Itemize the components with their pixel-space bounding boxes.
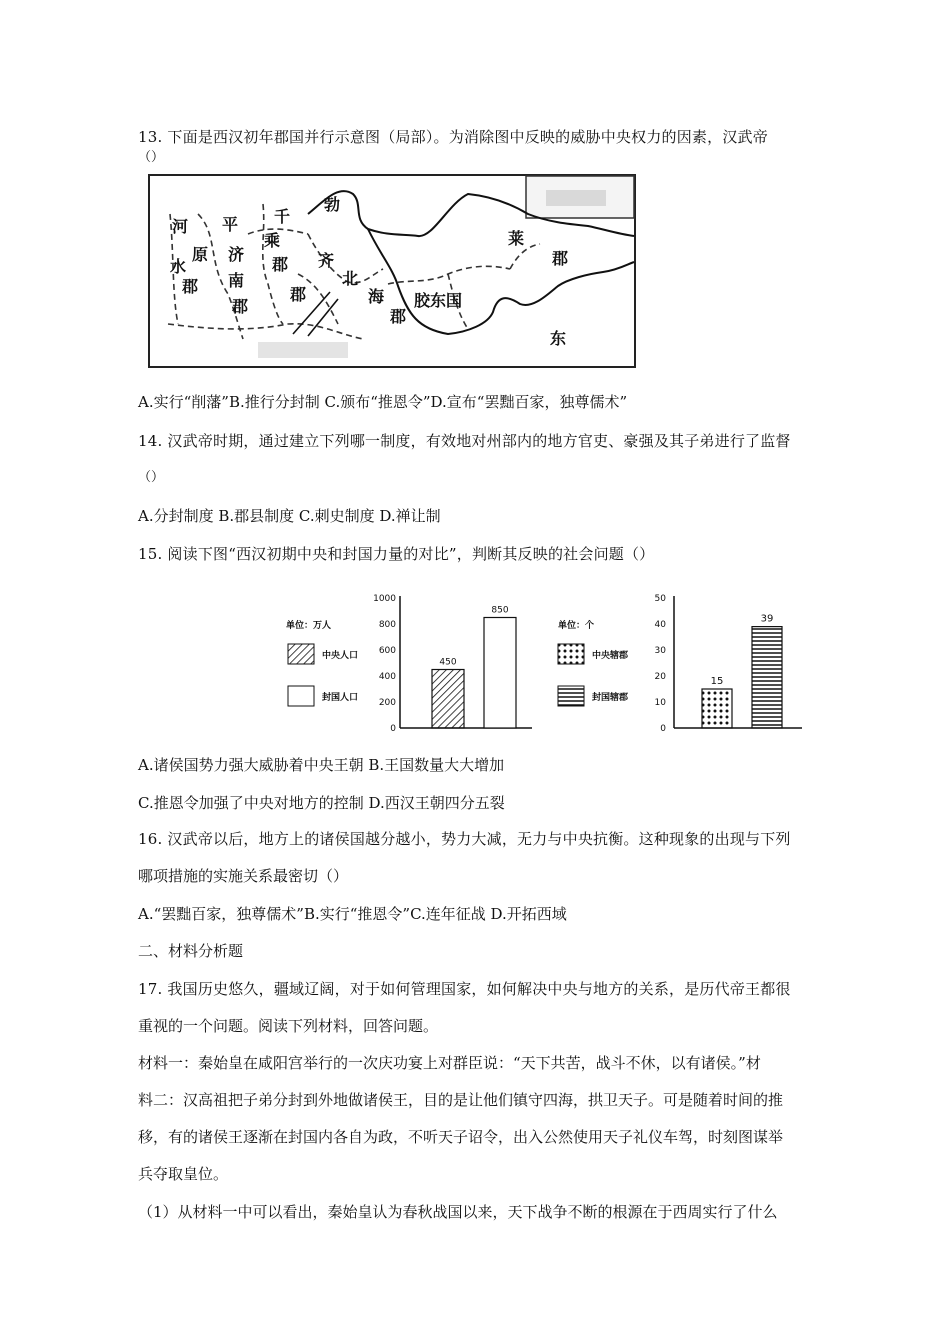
map-label-qian: 千 xyxy=(274,207,291,226)
chart2-ytick: 10 xyxy=(654,698,666,708)
chart1-legend-swatch-1 xyxy=(288,644,314,664)
western-han-map xyxy=(148,174,636,368)
map-label-he: 河 xyxy=(172,217,189,236)
map-label-nan: 南 xyxy=(228,271,245,290)
map-label-jun5: 郡 xyxy=(390,307,407,326)
map-label-jun6: 郡 xyxy=(552,249,569,268)
q16-options: A.“罢黜百家，独尊儒术”B.实行“推恩令”C.连年征战 D.开拓西域 xyxy=(138,905,567,923)
map-scale-blur xyxy=(258,342,348,358)
q15-text: 15. 阅读下图“西汉初期中央和封国力量的对比”，判断其反映的社会问题（） xyxy=(138,545,655,563)
map-label-bo: 勃 xyxy=(324,195,341,214)
map-label-jun4: 郡 xyxy=(290,285,307,304)
chart1-bar-fief-population xyxy=(484,618,516,729)
q14-options: A.分封制度 B.郡县制度 C.刺史制度 D.禅让制 xyxy=(138,507,441,525)
chart1-ytick: 800 xyxy=(378,620,396,630)
q17-line1: 17. 我国历史悠久，疆域辽阔，对于如何管理国家，如何解决中央与地方的关系，是历代帝王都很 xyxy=(138,980,791,998)
map-label-cheng: 乘 xyxy=(264,231,281,250)
chart1-ytick: 200 xyxy=(378,698,396,708)
map-label-lai: 莱 xyxy=(508,229,525,248)
chart2-legend-swatch-2 xyxy=(558,686,584,706)
q14-paren: （） xyxy=(138,470,165,485)
chart2-ytick: 50 xyxy=(654,594,666,604)
q13-text: 13. 下面是西汉初年郡国并行示意图（局部）。为消除图中反映的威胁中央权力的因素，汉武帝 xyxy=(138,128,768,146)
q17-line2: 重视的一个问题。阅读下列材料，回答问题。 xyxy=(138,1017,439,1035)
map-label-bei: 北 xyxy=(342,269,359,288)
map-label-dong: 东 xyxy=(550,329,567,348)
q13-paren: （） xyxy=(138,150,165,165)
chart2-unit: 单位：个 xyxy=(558,621,595,631)
q17-material-3: 移，有的诸侯王逐渐在封国内各自为政，不听天子诏令，出入公然使用天子礼仪车驾，时刻图谋举 xyxy=(138,1128,784,1146)
map-label-ji: 济 xyxy=(228,245,245,264)
map-label-jiaodong: 胶东国 xyxy=(414,291,463,310)
map-label-yuan: 原 xyxy=(192,245,209,264)
map-label-ping: 平 xyxy=(222,215,239,234)
q15-options-1: A.诸侯国势力强大威胁着中央王朝 B.王国数量大大增加 xyxy=(138,756,505,774)
map-label-jun1: 郡 xyxy=(182,277,199,296)
q16-line1: 16. 汉武帝以后，地方上的诸侯国越分越小，势力大减，无力与中央抗衡。这种现象的出现与下列 xyxy=(138,830,791,848)
chart1-plot xyxy=(373,594,532,734)
q14-line1: 14. 汉武帝时期，通过建立下列哪一制度，有效地对州部内的地方官吏、豪强及其子弟进行了监督 xyxy=(138,432,791,450)
chart2-ytick: 30 xyxy=(654,646,666,656)
chart2-ytick: 20 xyxy=(654,672,666,682)
chart2-legend-swatch-1 xyxy=(558,644,584,664)
q17-material-1: 材料一：秦始皇在咸阳宫举行的一次庆功宴上对群臣说：“天下共苦，战斗不休，以有诸侯。”材 xyxy=(138,1054,761,1072)
chart1-ytick: 0 xyxy=(390,724,396,734)
chart1-bar-central-population xyxy=(432,670,464,729)
chart2-data-label: 15 xyxy=(710,676,724,687)
chart2-data-label: 39 xyxy=(760,613,774,625)
map-label-hai: 海 xyxy=(368,287,385,306)
section2-title: 二、材料分析题 xyxy=(138,942,244,960)
chart1-unit: 单位：万人 xyxy=(286,621,332,631)
q17-material-4: 兵夺取皇位。 xyxy=(138,1165,229,1183)
map-label-shui: 水 xyxy=(170,257,187,276)
q16-line2: 哪项措施的实施关系最密切（） xyxy=(138,867,349,885)
q15-options-2: C.推恩令加强了中央对地方的控制 D.西汉王朝四分五裂 xyxy=(138,794,505,812)
chart1-legend-1: 中央人口 xyxy=(322,651,359,661)
map-label-jun2: 郡 xyxy=(232,297,249,316)
force-comparison-charts xyxy=(280,588,820,738)
chart1-data-label: 850 xyxy=(491,605,509,616)
chart2-plot xyxy=(655,594,802,734)
chart2-bar-fief-commanderies xyxy=(752,627,782,728)
chart1-legend-swatch-2 xyxy=(288,686,314,706)
chart1-ytick: 400 xyxy=(378,672,396,682)
map-inset-blur xyxy=(546,190,606,206)
chart2-ytick: 0 xyxy=(660,724,666,734)
q17-subquestion-1: （1）从材料一中可以看出，秦始皇认为春秋战国以来，天下战争不断的根源在于西周实行了什么 xyxy=(138,1203,778,1221)
chart2-legend-2: 封国辖郡 xyxy=(592,693,629,703)
map-label-jun3: 郡 xyxy=(272,255,289,274)
map-label-qi: 齐 xyxy=(318,251,335,270)
chart1-ytick: 1000 xyxy=(373,594,396,604)
chart1-data-label: 450 xyxy=(439,657,457,668)
chart2-bar-central-commanderies xyxy=(702,689,732,728)
chart1-ytick: 600 xyxy=(378,646,396,656)
q17-material-2: 料二：汉高祖把子弟分封到外地做诸侯王，目的是让他们镇守四海，拱卫天子。可是随着时间的推 xyxy=(138,1091,784,1109)
chart2-ytick: 40 xyxy=(654,620,666,630)
q13-options: A.实行“削藩”B.推行分封制 C.颁布“推恩令”D.宣布“罢黜百家，独尊儒术” xyxy=(138,393,628,411)
chart1-legend-2: 封国人口 xyxy=(322,693,359,703)
chart2-legend-1: 中央辖郡 xyxy=(592,651,629,661)
